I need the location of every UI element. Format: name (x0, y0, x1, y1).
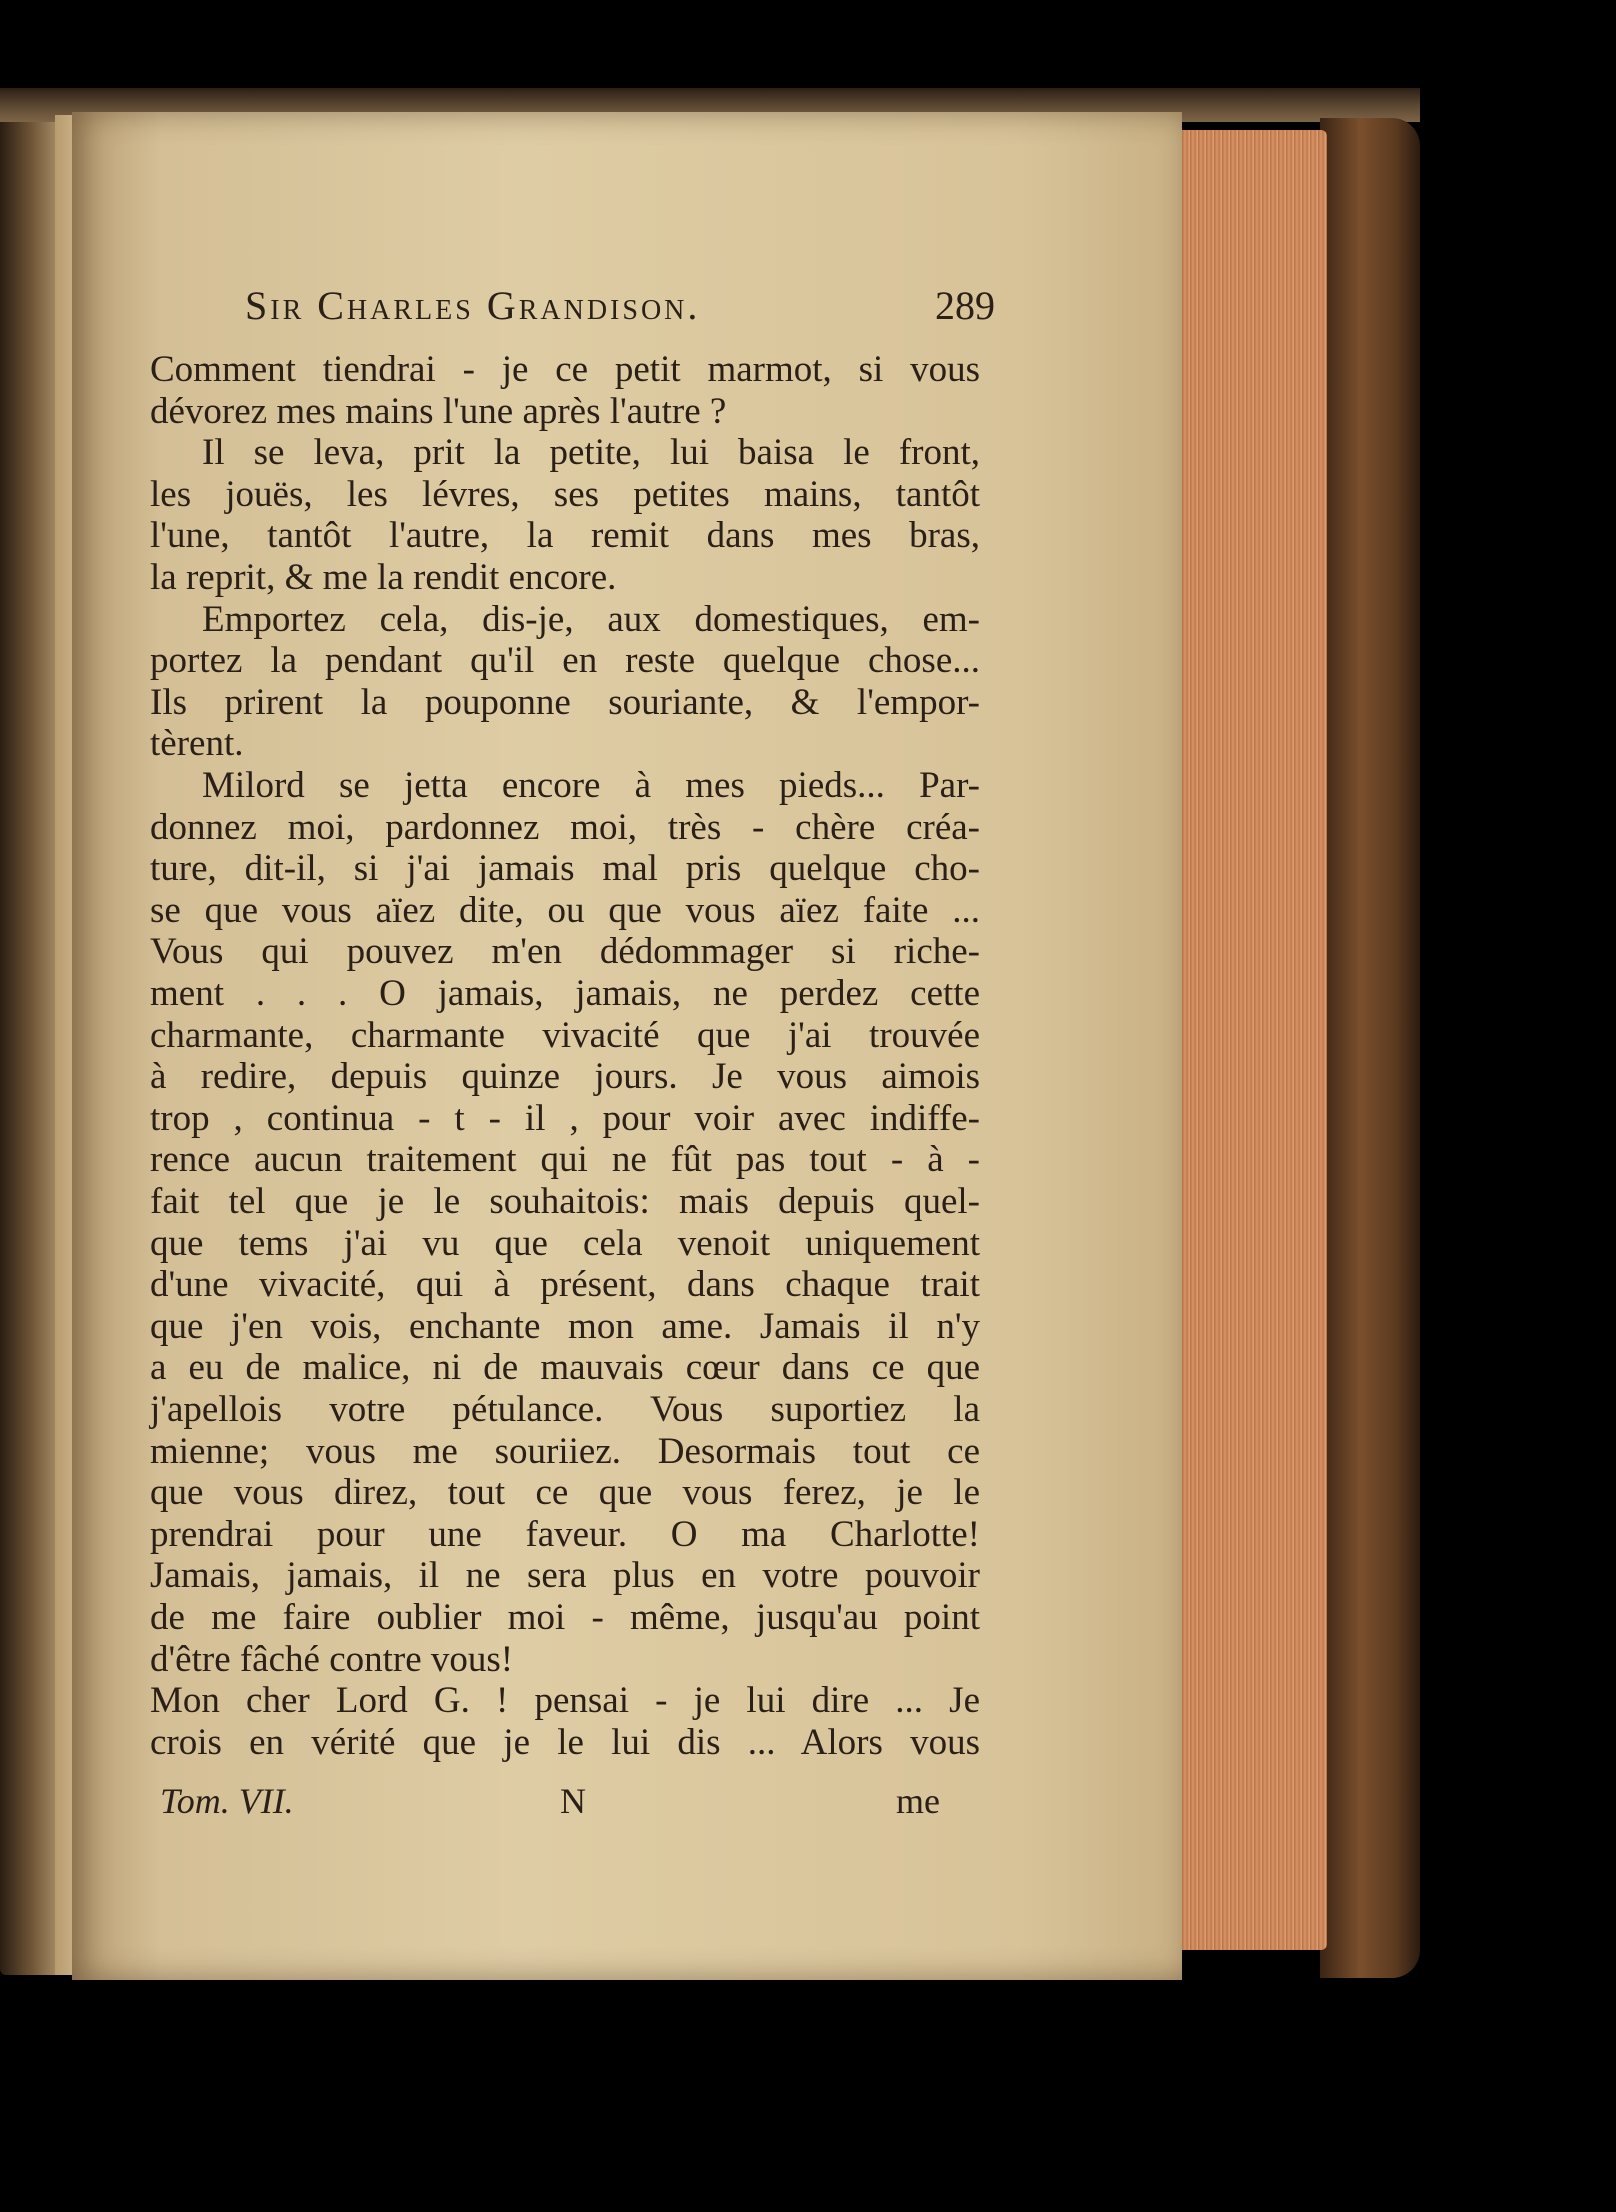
running-head (245, 282, 995, 332)
text-line: mienne; vous me souriiez. Desormais tout ce (150, 1430, 980, 1472)
text-line: les jouës, les lévres, ses petites mains, tantôt (150, 473, 980, 515)
text-line: Il se leva, prit la petite, lui baisa le front, (202, 432, 980, 474)
text-line: que vous direz, tout ce que vous ferez, je le (150, 1472, 980, 1514)
text-line: que tems j'ai vu que cela venoit uniquement (150, 1222, 980, 1264)
text-line: l'une, tantôt l'autre, la remit dans mes bras, (150, 515, 980, 557)
text-line: j'apellois votre pétulance. Vous suportiez la (150, 1389, 980, 1430)
text-line: Jamais, jamais, il ne sera plus en votre pouvoir (150, 1555, 980, 1597)
page-footer (160, 1780, 940, 1824)
text-line: ment . . . O jamais, jamais, ne perdez cette (150, 973, 980, 1014)
text-line: dévorez mes mains l'une après l'autre ? (150, 390, 727, 432)
text-line: Mon cher Lord G. ! pensai - je lui dire ... Je (150, 1680, 980, 1722)
text-line: la reprit, & me la rendit encore. (150, 557, 617, 598)
text-line: à redire, depuis quinze jours. Je vous aimois (150, 1056, 980, 1098)
text-line: rence aucun traitement qui ne fût pas tout - à - (150, 1139, 980, 1181)
back-cover (1320, 118, 1420, 1978)
text-line: donnez moi, pardonnez moi, très - chère créa- (150, 806, 980, 848)
text-line: Emportez cela, dis-je, aux domestiques, em- (202, 598, 980, 640)
text-line: trop , continua - t - il , pour voir avec indiffe- (150, 1097, 980, 1139)
text-line: tèrent. (150, 723, 244, 765)
text-line: charmante, charmante vivacité que j'ai trouvée (150, 1014, 980, 1056)
text-line: Vous qui pouvez m'en dédommager si riche- (150, 931, 980, 973)
text-line: crois en vérité que je le lui dis ... Alors vous (150, 1721, 980, 1763)
text-line: que j'en vois, enchante mon ame. Jamais il n'y (150, 1305, 980, 1347)
text-line: fait tel que je le souhaitois: mais depuis quel- (150, 1181, 980, 1222)
text-line: d'être fâché contre vous! (150, 1638, 514, 1680)
text-line: portez la pendant qu'il en reste quelque chose... (150, 640, 980, 682)
catchword: me (896, 1781, 940, 1821)
text-line: a eu de malice, ni de mauvais cœur dans ce que (150, 1347, 980, 1389)
text-line: de me faire oublier moi - même, jusqu'au point (150, 1597, 980, 1638)
text-line: se que vous aïez dite, ou que vous aïez faite ... (150, 889, 980, 931)
text-line: prendrai pour une faveur. O ma Charlotte! (150, 1513, 980, 1555)
text-line: Milord se jetta encore à mes pieds... Par- (202, 765, 980, 806)
running-head-title: Sir Charles Grandison. (245, 283, 701, 328)
text-line: ture, dit-il, si j'ai jamais mal pris quelque cho- (150, 848, 980, 890)
text-line: Ils prirent la pouponne souriante, & l'empor- (150, 681, 980, 723)
signature-mark: N (560, 1781, 586, 1821)
page-number: 289 (935, 283, 995, 328)
page-edges (1182, 130, 1327, 1950)
tome-label: Tom. VII. (160, 1781, 294, 1821)
text-line: Comment tiendrai - je ce petit marmot, si vous (150, 349, 980, 390)
text-line: d'une vivacité, qui à présent, dans chaque trait (150, 1264, 980, 1306)
